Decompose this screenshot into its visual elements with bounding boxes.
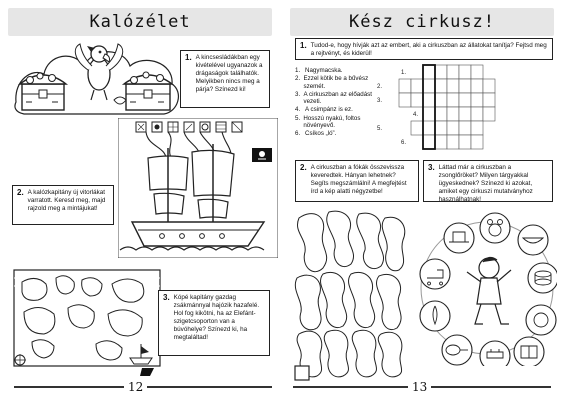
task-number: 3. [428,163,435,172]
pirate-ship-illustration [118,118,278,258]
crossword-grid[interactable] [373,64,562,154]
task-text: A cirkuszban a fókák összevissza keveredtek. Hányan lehetnek? Segíts megszámlálni! A megfejtést írd a kép alatti négyzetbe! [310,164,407,195]
clue-item: 2. Ezzel kötik be a bűvész szemét. [295,75,369,90]
crossword-cell[interactable] [471,135,483,149]
cake-icon [480,341,510,366]
crossword-cell[interactable] [483,93,495,107]
treasure-chests-illustration [14,40,184,120]
clue-item: 4. A csimpánz is ez. [295,106,353,114]
task-1-box [295,38,553,60]
crossword-cell[interactable] [471,121,483,135]
task-2-box [12,185,114,225]
crossword-cell[interactable] [483,107,495,121]
crossword-cell[interactable] [435,107,447,121]
left-title-bar [8,8,272,36]
right-page-title: Kész cirkusz! [348,12,496,32]
island [22,278,47,300]
clue-item: 1. Nagymacska. [295,67,343,74]
crossword-cell[interactable] [447,93,459,107]
crossword-cell[interactable] [471,93,483,107]
crossword-cell[interactable] [423,121,435,135]
answer-box[interactable] [295,366,309,380]
crossword-cell[interactable] [435,65,447,79]
task-text: A kalózkapitány új vitorlákat varratott. Keresd meg, majd rajzold meg a mintájukat! [27,189,106,212]
task-1-box [180,50,270,108]
row-number: 6. [401,140,407,146]
ball-icon [526,305,556,335]
task-number: 2. [17,188,24,197]
hat-icon [444,223,474,253]
clue-item: 3. A cirkuszban az előadást vezeti. [295,90,372,106]
crossword-cell[interactable] [435,79,447,93]
right-page-footer [293,380,555,394]
task-text: A kincsesládákban egy kivételével ugyanazok a drágaságok találhatók. Melyikben nincs meg a párja? Színezd ki! [195,54,263,93]
juggler-circle-illustration [417,206,557,366]
crossword-cell[interactable] [411,93,423,107]
drum-icon [528,263,557,293]
right-title-bar [290,8,554,36]
crossword-clue-list [295,67,375,138]
crossword-cell[interactable] [459,65,471,79]
right-page-number: 13 [412,380,428,394]
row-number: 4. [413,112,419,118]
crossword-cell[interactable] [423,93,435,107]
teddy-bear-icon [480,213,510,243]
skull-flag-icon [252,148,272,162]
row-number: 1. [401,70,407,76]
sail-pattern-swatches [136,122,242,132]
task-number: 1. [300,41,307,50]
crossword-cell[interactable] [435,121,447,135]
crossword-cell[interactable] [423,135,435,149]
crossword-cell[interactable] [447,65,459,79]
crossword-cell[interactable] [459,135,471,149]
crossword-cell[interactable] [459,121,471,135]
crossword-cell[interactable] [471,79,483,93]
crossword-cell[interactable] [399,79,411,93]
task-3-box [423,160,553,202]
roller-skate-icon [420,259,450,289]
crossword-cell[interactable] [423,79,435,93]
task-number: 1. [185,53,192,62]
task-text: Tudod-e, hogy hívják azt az embert, aki a cirkuszban az állatokat tanítja? Fejtsd meg a rejtvényt, és kiderül! [310,42,547,57]
task-number: 2. [300,163,307,172]
crossword-cell[interactable] [459,79,471,93]
task-number: 3. [163,293,170,302]
left-page-footer [14,380,274,394]
task-text: Láttad már a cirkuszban a zsonglőröket? Milyen tárgyakkal ügyeskednek? Színezd ki azokat, amiket egy cirkuszi mutatványhoz használhatnak! [438,164,533,203]
crossword-cell[interactable] [399,93,411,107]
crossword-cell[interactable] [471,107,483,121]
crossword-cell[interactable] [459,107,471,121]
row-number: 3. [377,98,383,104]
crossword-cell[interactable] [447,79,459,93]
crossword-cell[interactable] [435,135,447,149]
crossword-cell[interactable] [483,79,495,93]
crossword-cell[interactable] [447,121,459,135]
crossword-cell[interactable] [411,79,423,93]
island-map-illustration [12,268,162,378]
crossword-cell[interactable] [447,135,459,149]
bowling-pin-icon [420,301,450,331]
crossword-cell[interactable] [447,107,459,121]
clue-item: 5. Hosszú nyakú, foltos növényevő. [295,114,361,130]
clue-item: 6. Csíkos „ló”. [295,130,337,138]
row-number: 5. [377,126,383,132]
task-text: Kópé kapitány gazdag zsákmánnyal hajózik hazafelé. Hol fog kikötni, ha az Elefánt-szigetcsoporton van a búvóhelye? Színezd ki, ha megtaláltad! [173,294,260,341]
bowl-icon [518,225,548,255]
row-number: 2. [377,84,383,90]
right-page [281,0,562,400]
left-page-title: Kalózélet [89,12,191,32]
crossword-cell[interactable] [471,65,483,79]
task-2-box [295,160,419,202]
left-page-number: 12 [128,380,144,394]
crossword-cell[interactable] [435,93,447,107]
seals-puzzle-illustration [293,208,411,382]
crossword-cell[interactable] [411,121,423,135]
crossword-cell[interactable] [459,93,471,107]
task-3-box [158,290,270,356]
